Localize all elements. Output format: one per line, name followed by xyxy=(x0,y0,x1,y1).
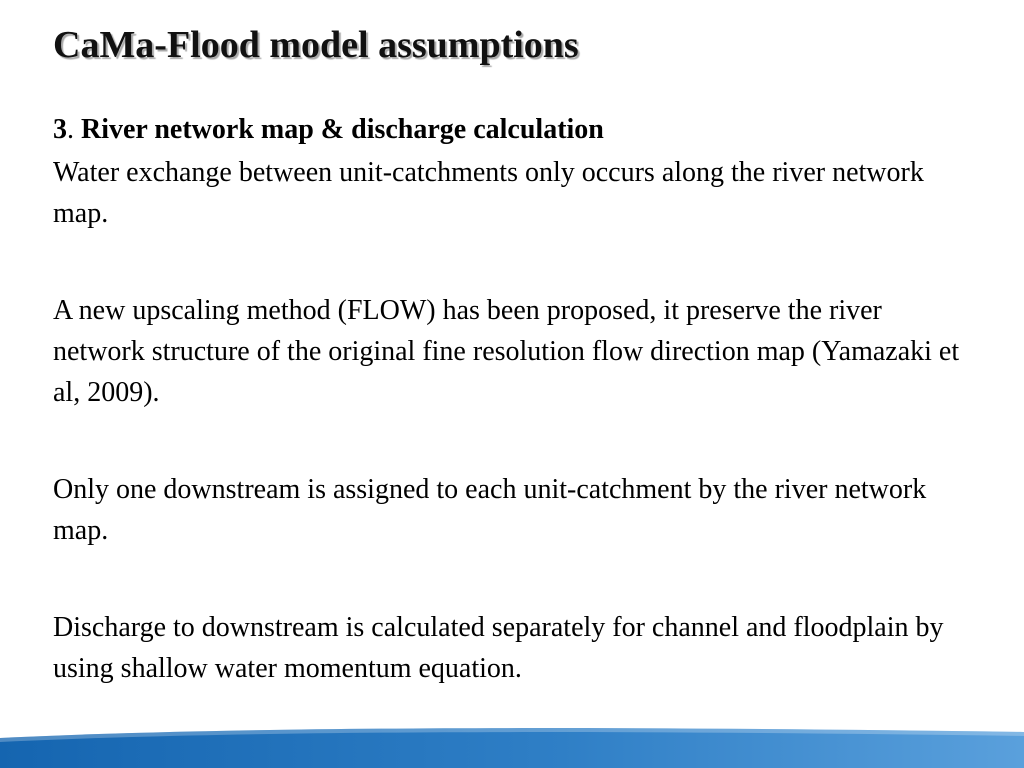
paragraph-discharge: Discharge to downstream is calculated separately for channel and floodplain by using shallow water momentum equation. xyxy=(53,612,944,684)
section-heading-text: River network map & discharge calculation xyxy=(81,114,604,145)
paragraph-upscaling-method: A new upscaling method (FLOW) has been proposed, it preserve the river network structure of the original fine resolution flow direction map (Yamazaki et al, 2009). xyxy=(53,295,960,408)
section-heading xyxy=(53,108,973,152)
footer-wave-band xyxy=(0,716,1024,768)
section-number: 3 xyxy=(53,114,67,145)
paragraph-downstream: Only one downstream is assigned to each unit-catchment by the river network map. xyxy=(53,474,927,546)
section-separator: . xyxy=(67,114,74,145)
slide-body xyxy=(53,108,973,745)
paragraph-water-exchange: Water exchange between unit-catchments only occurs along the river network map. xyxy=(53,157,924,229)
slide-title: CaMa-Flood model assumptions xyxy=(53,24,579,66)
